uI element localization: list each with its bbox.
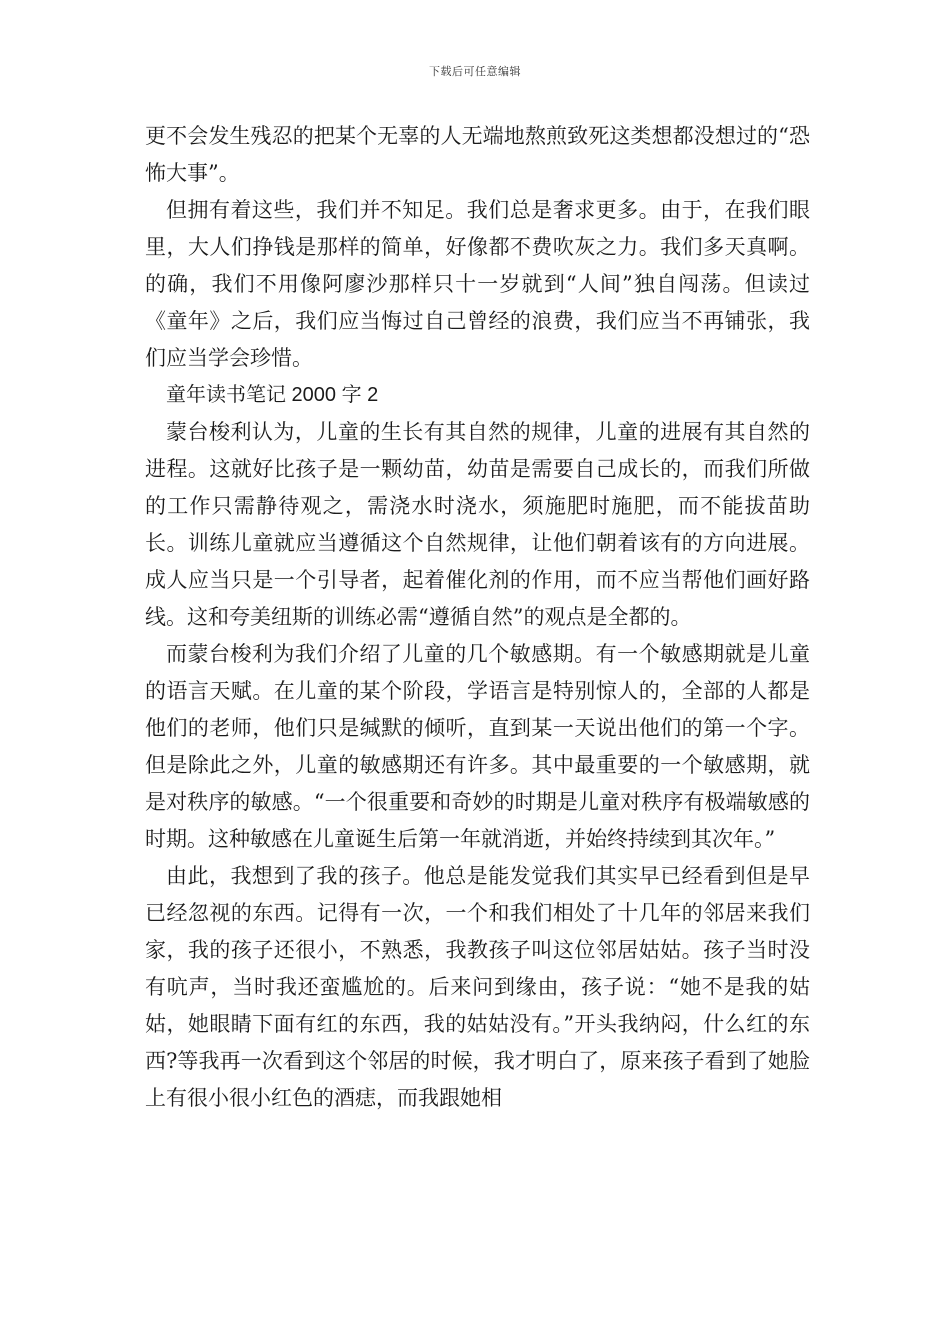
paragraph: 但拥有着这些，我们并不知足。我们总是奢求更多。由于，在我们眼里，大人们挣钱是那样的简单，好像都不费吹灰之力。我们多天真啊。的确，我们不用像阿廖沙那样只十一岁就到“人间”独自闯荡。但读过《童年》之后，我们应当悔过自己曾经的浪费，我们应当不再铺张，我们应当学会珍惜。 [145,198,810,370]
paragraph: 由此，我想到了我的孩子。他总是能发觉我们其实早已经看到但是早已经忽视的东西。记得有一次，一个和我们相处了十几年的邻居来我们家，我的孩子还很小，不熟悉，我教孩子叫这位邻居姑姑。孩子当时没有吭声，当时我还蛮尴尬的。后来问到缘由，孩子说：“她不是我的姑姑，她眼睛下面有红的东西，我的姑姑没有。”开头我纳闷，什么红的东西?等我再一次看到这个邻居的时候，我才明白了，原来孩子看到了她脸上有很小很小红色的酒痣，而我跟她相 [145,864,810,1110]
document-body [145,118,810,1117]
paragraph: 蒙台梭利认为，儿童的生长有其自然的规律，儿童的进展有其自然的进程。这就好比孩子是一颗幼苗，幼苗是需要自己成长的，而我们所做的工作只需静待观之，需浇水时浇水，须施肥时施肥，而不能拔苗助长。训练儿童就应当遵循这个自然规律，让他们朝着该有的方向进展。成人应当只是一个引导者，起着催化剂的作用，而不应当帮他们画好路线。这和夸美纽斯的训练必需“遵循自然”的观点是全都的。 [145,420,810,629]
paragraph-continuation: 更不会发生残忍的把某个无辜的人无端地熬煎致死这类想都没想过的“恐怖大事”。 [145,124,810,185]
paragraph: 而蒙台梭利为我们介绍了儿童的几个敏感期。有一个敏感期就是儿童的语言天赋。在儿童的某个阶段，学语言是特别惊人的，全部的人都是他们的老师，他们只是缄默的倾听，直到某一天说出他们的第一个字。但是除此之外，儿童的敏感期还有许多。其中最重要的一个敏感期，就是对秩序的敏感。“一个很重要和奇妙的时期是儿童对秩序有极端敏感的时期。这种敏感在儿童诞生后第一年就消逝，并始终持续到其次年。” [145,642,810,851]
section-heading: 童年读书笔记 2000 字 2 [166,384,379,406]
page-header: 下载后可任意编辑 [429,65,521,78]
